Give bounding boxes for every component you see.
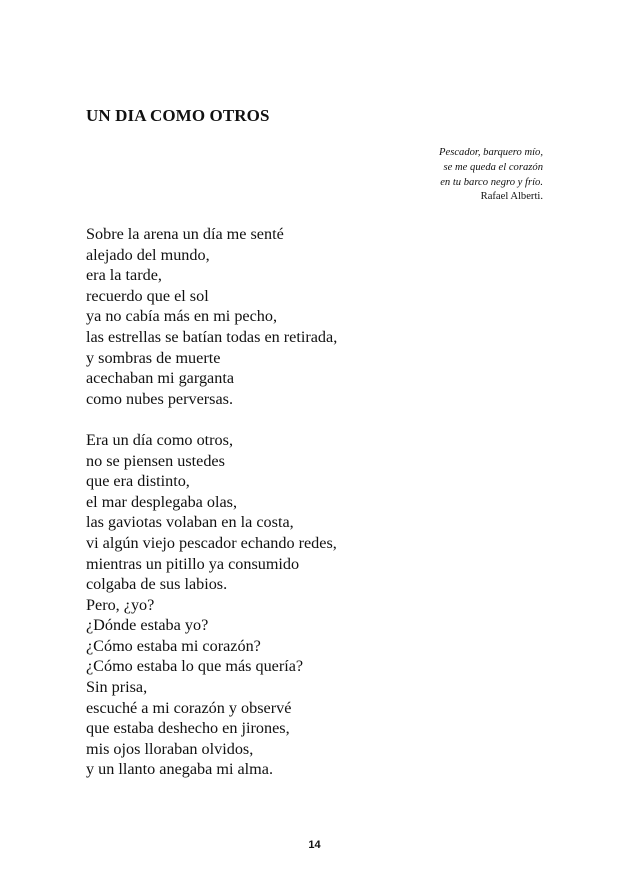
verse-line: ¿Dónde estaba yo? <box>86 616 209 635</box>
verse-line: y un llanto anegaba mi alma. <box>86 760 273 779</box>
stanza-1 <box>86 224 337 409</box>
verse-line: como nubes perversas. <box>86 389 233 408</box>
verse-line: Era un día como otros, <box>86 430 233 449</box>
epigraph-line: en tu barco negro y frío. <box>440 176 543 188</box>
verse-line: ¿Cómo estaba lo que más quería? <box>86 657 304 676</box>
poem-body <box>86 224 337 780</box>
verse-line: ya no cabía más en mi pecho, <box>86 307 278 326</box>
verse-line: no se piensen ustedes <box>86 451 225 470</box>
epigraph <box>283 146 543 205</box>
epigraph-verse <box>283 146 543 190</box>
epigraph-author: Rafael Alberti. <box>480 191 543 203</box>
verse-line: era la tarde, <box>86 266 162 285</box>
epigraph-line: se me queda el corazón <box>443 161 543 173</box>
verse-line: escuché a mi corazón y observé <box>86 698 292 717</box>
verse-line: Sin prisa, <box>86 678 148 697</box>
verse-line: Sobre la arena un día me senté <box>86 225 284 243</box>
verse-line: Pero, ¿yo? <box>86 595 155 614</box>
stanza-2 <box>86 430 337 780</box>
page-number: 14 <box>308 839 321 851</box>
verse-line: y sombras de muerte <box>86 348 221 367</box>
verse-line: el mar desplegaba olas, <box>86 492 238 511</box>
verse-line: que era distinto, <box>86 472 190 491</box>
verse-line: colgaba de sus labios. <box>86 575 228 594</box>
verse-line: acechaban mi garganta <box>86 369 235 388</box>
verse-line: las estrellas se batían todas en retirada, <box>86 327 338 346</box>
verse-line: ¿Cómo estaba mi corazón? <box>86 636 261 655</box>
verse-line: que estaba deshecho en jirones, <box>86 719 290 738</box>
verse-line: mis ojos lloraban olvidos, <box>86 739 254 758</box>
verse-line: mientras un pitillo ya consumido <box>86 554 300 573</box>
verse-line: las gaviotas volaban en la costa, <box>86 513 294 532</box>
poem-title: UN DIA COMO OTROS <box>86 106 270 125</box>
verse-line: recuerdo que el sol <box>86 286 209 305</box>
verse-line: vi algún viejo pescador echando redes, <box>86 533 337 552</box>
verse-line: alejado del mundo, <box>86 245 210 264</box>
epigraph-line: Pescador, barquero mío, <box>439 147 543 158</box>
